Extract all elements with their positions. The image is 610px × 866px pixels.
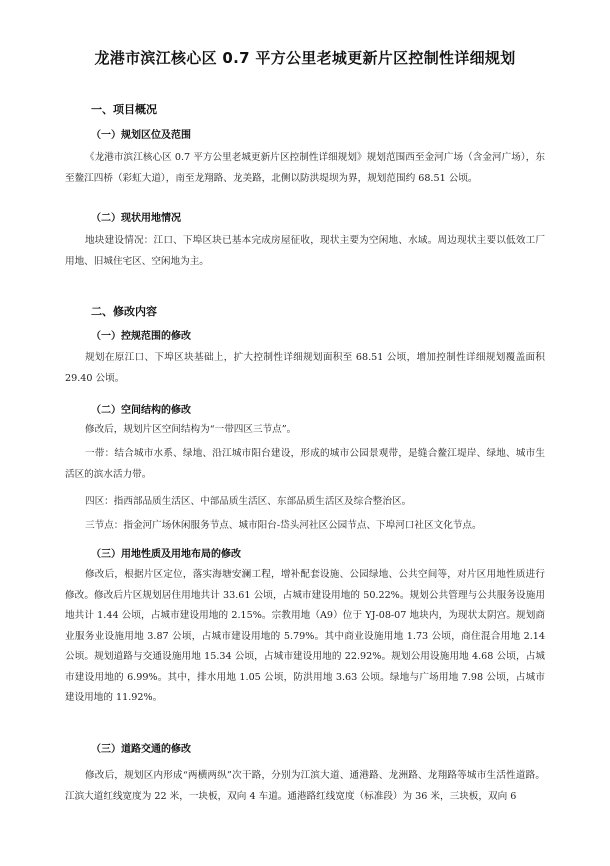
subsection-heading-traffic: （三）道路交通的修改 xyxy=(91,744,191,755)
paragraph-spatial-structure-zones: 四区：指西部品质生活区、中部品质生活区、东部品质生活区及综合整治区。 xyxy=(85,496,412,507)
paragraph-land-use: 修改后，根据片区定位，落实海塘安澜工程，增补配套设施、公园绿地、公共空间等，对片区用地性质进行修改。修改后片区规划居住用地共计 33.61 公顷，占城市建设用地的 50.22%。规划公共管理与公共服务设施用地共计 1.44 公顷，占城市建设用地的 2.15%。宗教用地（A9）位于 YJ-08-07 地块内，为现状太阴宫。规划商业服务业设施用地 3.87 公顷，占城市建设用地的 5.79%。其中商业设施用地 1.73 公顷，商住混合用地 2.14 公顷。规划道路与交通设施用地 15.34 公顷，占城市建设用地的 22.92%。规划公用设施用地 4.68 公顷，占城市建设用地的 6.99%。其中，排水用地 1.05 公顷，防洪用地 3.63 公顷。绿地与广场用地 7.98 公顷，占城市建设用地的 11.92%。 xyxy=(65,569,545,703)
paragraph-current-land: 地块建设情况：江口、下埠区块已基本完成房屋征收，现状主要为空闲地、水域。周边现状主要以低效工厂用地、旧城住宅区、空闲地为主。 xyxy=(65,235,545,267)
subsection-heading-current-land: （二）现状用地情况 xyxy=(91,213,181,224)
document-title: 龙港市滨江核心区 0.7 平方公里老城更新片区控制性详细规划 xyxy=(94,49,516,67)
section-heading-modifications: 二、修改内容 xyxy=(91,305,157,318)
paragraph-spatial-structure-belt: 一带：结合城市水系、绿地、沿江城市阳台建设，形成的城市公园景观带，是缝合鳌江堤岸、绿地、城市生活区的滨水活力带。 xyxy=(65,448,545,480)
subsection-heading-location: （一）规划区位及范围 xyxy=(91,130,191,141)
paragraph-spatial-structure-intro: 修改后，规划片区空间结构为“一带四区三节点”。 xyxy=(85,424,297,435)
paragraph-traffic: 修改后，规划区内形成“两横两纵”次干路，分别为江滨大道、通港路、龙洲路、龙翔路等城市生活性道路。江滨大道红线宽度为 22 米，一块板，双向 4 车道。通港路红线宽度（标准段）为 36 米，三块板，双向 6 xyxy=(65,770,545,802)
paragraph-scope: 规划在原江口、下埠区块基础上，扩大控制性详细规划面积至 68.51 公顷，增加控制性详细规划覆盖面积 29.40 公顷。 xyxy=(65,352,545,384)
paragraph-location: 《龙港市滨江核心区 0.7 平方公里老城更新片区控制性详细规划》规划范围西至金河广场（含金河广场），东至鳌江四桥（彩虹大道），南至龙翔路、龙美路，北侧以防洪堤坝为界，规划范围约 68.51 公顷。 xyxy=(65,152,545,184)
paragraph-spatial-structure-nodes: 三节点：指金河广场休闲服务节点、城市阳台-岱头河社区公园节点、下埠河口社区文化节点。 xyxy=(85,520,482,531)
subsection-heading-land-use: （三）用地性质及用地布局的修改 xyxy=(91,549,241,560)
subsection-heading-scope: （一）控规范围的修改 xyxy=(91,331,191,342)
section-heading-overview: 一、项目概况 xyxy=(91,103,157,116)
subsection-heading-spatial-structure: （二）空间结构的修改 xyxy=(91,405,191,416)
